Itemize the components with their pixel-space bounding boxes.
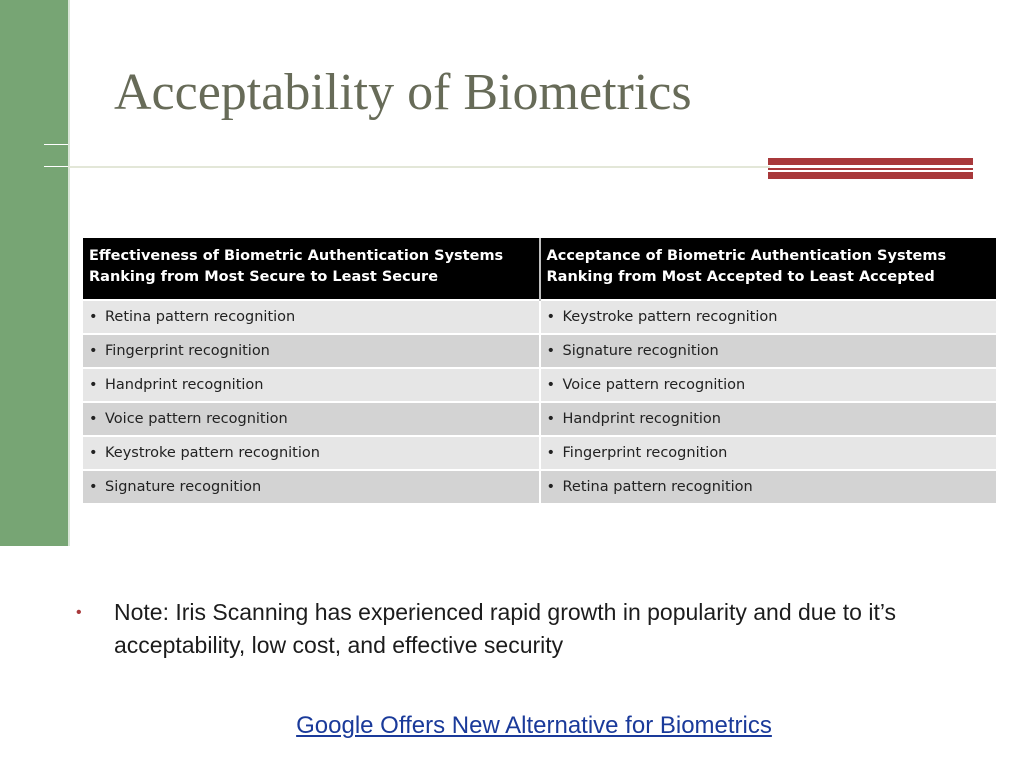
note-paragraph (76, 596, 976, 662)
cell-bullet: • (89, 377, 98, 393)
header-acceptance: Acceptance of Biometric Authentication Systems Ranking from Most Accepted to Least Accepted (540, 238, 997, 300)
cell-acceptance (540, 436, 997, 470)
cell-bullet: • (546, 445, 556, 461)
cell-effectiveness (83, 436, 540, 470)
note-bullet: • (76, 604, 82, 621)
cell-text: Retina pattern recognition (105, 309, 296, 325)
cell-bullet: • (546, 479, 556, 495)
cell-bullet: • (546, 343, 556, 359)
cell-text: Signature recognition (562, 343, 719, 359)
cell-text: Keystroke pattern recognition (562, 309, 778, 325)
cell-bullet: • (546, 309, 556, 325)
cell-effectiveness (83, 470, 540, 503)
cell-text: Signature recognition (105, 479, 262, 495)
cell-acceptance (540, 300, 997, 334)
cell-text: Voice pattern recognition (562, 377, 746, 393)
cell-text: Keystroke pattern recognition (105, 445, 320, 461)
table-body (83, 300, 996, 503)
cell-acceptance (540, 368, 997, 402)
biometrics-article-link[interactable]: Google Offers New Alternative for Biometrics (296, 712, 772, 739)
cell-acceptance (540, 334, 997, 368)
cell-text: Handprint recognition (562, 411, 721, 427)
cell-bullet: • (89, 445, 98, 461)
slide-title: Acceptability of Biometrics (114, 64, 692, 121)
cell-text: Fingerprint recognition (105, 343, 270, 359)
cell-text: Voice pattern recognition (105, 411, 288, 427)
note-text: Note: Iris Scanning has experienced rapid growth in popularity and due to it’s acceptability, low cost, and effective security (114, 599, 897, 658)
cell-text: Fingerprint recognition (562, 445, 728, 461)
table-header-row (83, 238, 996, 300)
biometrics-table-container (83, 238, 996, 503)
decorative-red-stripes (768, 158, 973, 180)
table-row (83, 470, 996, 503)
cell-effectiveness (83, 300, 540, 334)
cell-bullet: • (546, 377, 556, 393)
cell-text: Handprint recognition (105, 377, 264, 393)
cell-effectiveness (83, 402, 540, 436)
cell-bullet: • (89, 479, 98, 495)
table-row (83, 368, 996, 402)
sidebar-accent-bar (0, 0, 68, 546)
table-row (83, 300, 996, 334)
cell-effectiveness (83, 334, 540, 368)
biometrics-table (83, 238, 996, 503)
decorative-ticks (44, 144, 70, 170)
header-effectiveness: Effectiveness of Biometric Authentication Systems Ranking from Most Secure to Least Secure (83, 238, 540, 300)
title-underline (68, 166, 770, 168)
cell-effectiveness (83, 368, 540, 402)
table-row (83, 334, 996, 368)
cell-bullet: • (546, 411, 556, 427)
cell-acceptance (540, 402, 997, 436)
table-row (83, 402, 996, 436)
cell-text: Retina pattern recognition (562, 479, 753, 495)
cell-bullet: • (89, 411, 98, 427)
table-row (83, 436, 996, 470)
cell-acceptance (540, 470, 997, 503)
cell-bullet: • (89, 309, 98, 325)
cell-bullet: • (89, 343, 98, 359)
